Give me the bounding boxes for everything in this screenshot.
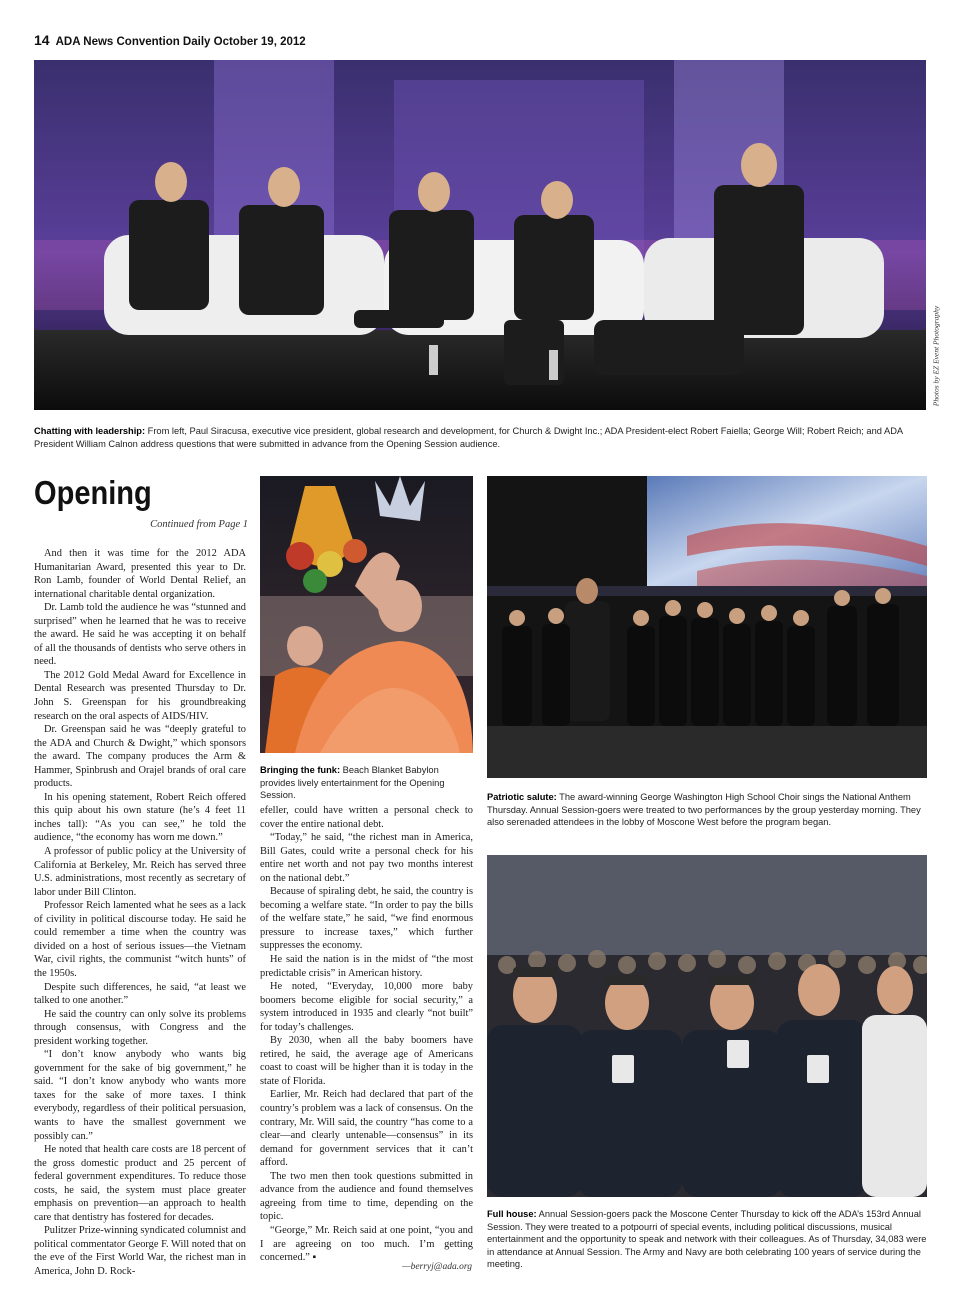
page-header (34, 32, 306, 48)
paragraph: He noted, “Everyday, 10,000 more baby boomers become eligible for social security,” a system introduced in 1935 and clearly “not built” for today’s challenges. (260, 981, 473, 1033)
paragraph: Despite such differences, he said, “at least we talked to one another.” (34, 981, 246, 1007)
caption-text: Annual Session-goers pack the Moscone Center Thursday to kick off the ADA’s 153rd Annual Session. They were treated to a potpourri of special events, including political discussions, musical entertainment and the opportunity to speak and network with their colleagues. As of Thursday, 34,083 were in attendance at Annual Session. The Army and Navy are both celebrating 100 years of service during the meeting. (487, 1209, 927, 1270)
paragraph: Earlier, Mr. Reich had declared that part of the country’s problem was a lack of consensus. On the contrary, Mr. Will said, the country “has come to a clear—and clearly untenable—consensus” in its demand for government services that it can’t afford. (260, 1089, 473, 1169)
continued-from: Continued from Page 1 (150, 519, 248, 530)
entertainment-photo (260, 476, 473, 753)
caption-label: Chatting with leadership: (34, 426, 146, 436)
paragraph: Dr. Greenspan said he was “deeply grateful to the ADA and Church & Dwight,” which sponsors the award. The company produces the Arm & Hammer, Spinbrush and Orajel brands of oral care products. (34, 724, 246, 790)
caption-text: From left, Paul Siracusa, executive vice president, global research and development, for Church & Dwight Inc.; ADA President-elect Robert Faiella; George Will; Robert Reich; and ADA President William Calnon address questions that were submitted in advance from the Opening Session audience. (34, 426, 903, 449)
paragraph: He said the nation is in the midst of “the most predictable crisis” in American history. (260, 954, 473, 979)
caption-label: Bringing the funk: (260, 765, 341, 775)
entertainment-caption (260, 764, 473, 802)
caption-text: Beach Blanket Babylon provides lively entertainment for the Opening Session. (260, 765, 445, 801)
paragraph: In his opening statement, Robert Reich offered this quip about his own stature (he’s 4 feet 11 inches tall): “As you can see,” he told the audience, “the economy has worn me down.” (34, 791, 246, 844)
caption-label: Full house: (487, 1209, 537, 1219)
paragraph: He noted that health care costs are 18 percent of the gross domestic product and 25 percent of federal government expenditures. To reduce those costs, he said, the system must place greater emphasis on prevention—an approach to health care that dentistry has fostered for decades. (34, 1144, 246, 1223)
paragraph: Pulitzer Prize-winning syndicated columnist and political commentator George F. Will noted that on the eve of the First World War, the richest man in America, John D. Rock- (34, 1225, 246, 1277)
caption-text: The award-winning George Washington High School Choir sings the National Anthem Thursday. Annual Session-goers were treated to two performances by the group yesterday morning. They also serenaded attendees in the lobby of Moscone West before the program began. (487, 792, 921, 828)
photo-credit: Photos by EZ Event Photography (931, 305, 941, 407)
paragraph: He said the country can only solve its problems through consensus, with Congress and the president working together. (34, 1008, 246, 1047)
paragraph: “Today,” he said, “the richest man in America, Bill Gates, could write a personal check for his entire net worth and not pay two months interest on the national debt.” (260, 832, 473, 884)
page-number: 14 (34, 32, 50, 48)
paragraph: Dr. Lamb told the audience he was “stunned and surprised” when he learned that he was to receive the award. He said he was accepting it on behalf of all the thousands of dentists who serve others in need. (34, 602, 246, 668)
paragraph: Professor Reich lamented what he sees as a lack of civility in political discourse today. He said he could remember a time when the country was divided on a host of serious issues—the Vietnam War, civil rights, the communist “witch hunts” of the 1950s. (34, 900, 246, 979)
paragraph: Because of spiraling debt, he said, the country is becoming a welfare state. “In order to pay the bills of the welfare state,” he said, “we find enormous pressure to increase taxes,” which further suppresses the economy. (260, 886, 473, 952)
paragraph: And then it was time for the 2012 ADA Humanitarian Award, presented this year to Dr. Ron Lamb, founder of World Dental Relief, an international charitable dental organization. (34, 548, 246, 600)
paragraph: “George,” Mr. Reich said at one point, “you and I are agreeing on too much. I’m getting concerned.” ▪ (260, 1224, 473, 1264)
paragraph: A professor of public policy at the University of California at Berkeley, Mr. Reich has served three U.S. administrations, most recently as secretary of labor under Bill Clinton. (34, 846, 246, 898)
article-headline: Opening (34, 474, 152, 511)
caption-label: Patriotic salute: (487, 792, 557, 802)
panel-photo-caption (34, 425, 926, 450)
paragraph: The two men then took questions submitted in advance from the audience and found themselves agreeing from time to time, depending on the topic. (260, 1170, 473, 1223)
article-column-2 (260, 804, 473, 1265)
paragraph: The 2012 Gold Medal Award for Excellence in Dental Research was presented Thursday to Dr. John S. Greenspan for his groundbreaking research on the oral aspects of AIDS/HIV. (34, 669, 246, 722)
audience-photo (487, 855, 927, 1197)
panel-discussion-photo (34, 60, 926, 410)
article-column-1 (34, 547, 246, 1279)
paragraph: efeller, could have written a personal check to cover the entire national debt. (260, 805, 473, 830)
publication-title: ADA News Convention Daily October 19, 2012 (55, 36, 306, 48)
choir-caption (487, 791, 927, 829)
author-email: —berryj@ada.org (402, 1262, 472, 1272)
choir-photo (487, 476, 927, 778)
paragraph: By 2030, when all the baby boomers have retired, he said, the average age of Americans coast to coast will be higher than it is today in the state of Florida. (260, 1035, 473, 1087)
audience-caption (487, 1208, 927, 1271)
paragraph: “I don’t know anybody who wants big government for the sake of big government,” he said. “I don’t know anybody who wants more taxes for the sake of more taxes. I think everybody, regardless of their political persuasion, wants to have the smallest government we possibly can.” (34, 1049, 246, 1142)
